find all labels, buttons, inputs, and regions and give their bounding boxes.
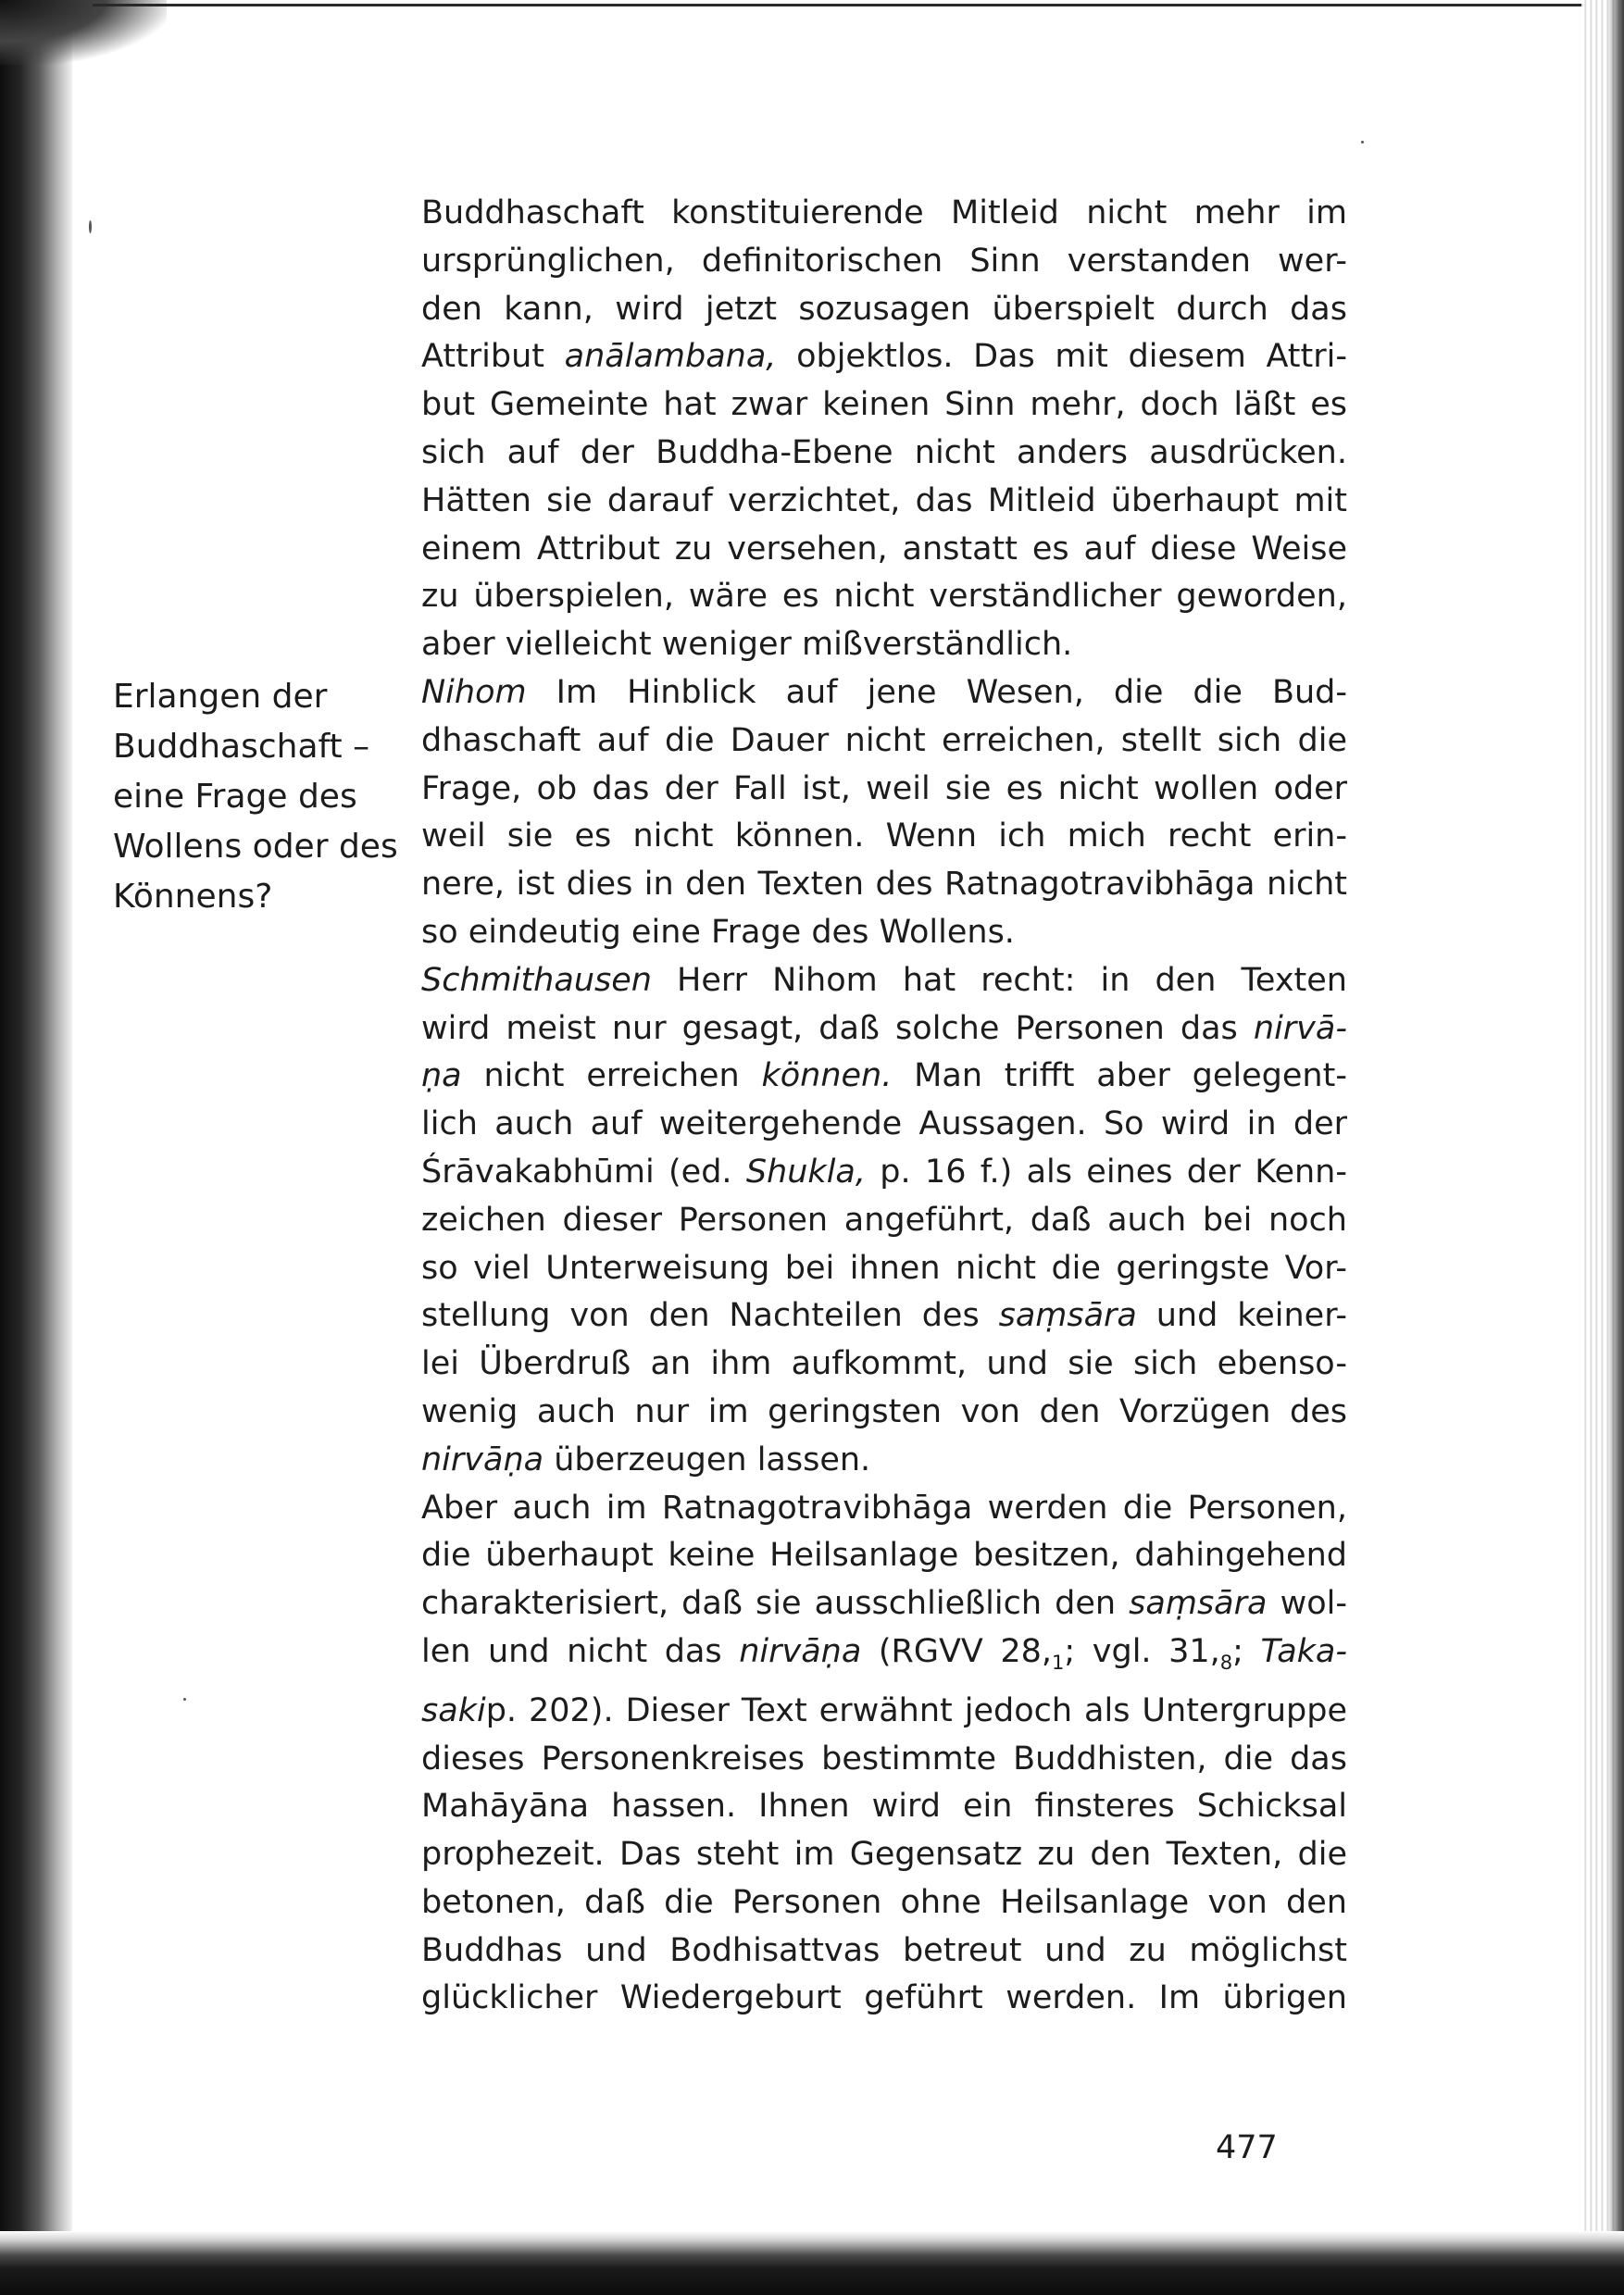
speaker-schmithausen: Schmithausen	[421, 961, 652, 999]
citation-shukla: Shukla,	[745, 1153, 866, 1191]
text-line	[421, 1149, 1347, 1197]
text-line	[421, 1688, 1347, 1736]
text-line: sich auf der Buddha-Ebene nicht anders ausdrücken.	[421, 433, 1347, 471]
text-line: Aber auch im Ratnagotravibhāga werden die Personen,	[421, 1489, 1347, 1527]
text-line: Frage, ob das der Fall ist, weil sie es nicht wollen oder	[421, 769, 1347, 807]
text-line: wenig auch nur im geringsten von den Vorzügen des	[421, 1392, 1347, 1430]
text-line: Mahāyāna hassen. Ihnen wird ein finsteres Schicksal	[421, 1788, 1347, 1826]
text-line	[421, 957, 1347, 1005]
bottom-page-edge	[0, 2231, 1624, 2295]
text-line	[421, 333, 1347, 381]
text-line: prophezeit. Das steht im Gegensatz zu den Texten, die	[421, 1836, 1347, 1874]
text-line: den kann, wird jetzt sozusagen überspielt durch das	[421, 290, 1347, 328]
citation-vgl: ; vgl. 31,	[1064, 1632, 1220, 1670]
page-number: 477	[1216, 2129, 1278, 2166]
text-segment: wird meist nur gesagt, daß solche Personen das	[421, 1009, 1238, 1047]
text-segment: ;	[1232, 1632, 1243, 1670]
text-line: nere, ist dies in den Texten des Ratnagotravibhāga nicht	[421, 866, 1347, 904]
text-line: dhaschaft auf die Dauer nicht erreichen, stellt sich die	[421, 721, 1347, 759]
body-text	[421, 190, 1347, 2023]
text-line: zu überspielen, wäre es nicht verständlicher geworden,	[421, 578, 1347, 616]
margin-note-line: eine Frage des	[113, 778, 357, 816]
text-line	[421, 1053, 1347, 1101]
text-line	[421, 1580, 1347, 1628]
text-line: so viel Unterweisung bei ihnen nicht die geringste Vor-	[421, 1249, 1347, 1287]
text-line: Buddhas und Bodhisattvas betreut und zu möglichst	[421, 1931, 1347, 1969]
citation-rgvv: (RGVV 28,	[878, 1632, 1053, 1670]
text-line: ursprünglichen, definitorischen Sinn verstanden wer-	[421, 242, 1347, 280]
text-segment: Śrāvakabhūmi (ed.	[421, 1153, 732, 1191]
citation-takasaki: Taka-	[1260, 1632, 1347, 1670]
term-samsara: saṃsāra	[1129, 1585, 1268, 1623]
margin-note	[113, 672, 409, 922]
text-segment: stellung von den Nachteilen des	[421, 1297, 980, 1335]
text-line	[421, 1292, 1347, 1341]
text-line	[421, 669, 1347, 717]
text-line: weil sie es nicht können. Wenn ich mich recht erin-	[421, 817, 1347, 855]
text-segment: p. 202). Dieser Text erwähnt jedoch als Untergruppe	[485, 1691, 1347, 1729]
text-line: lich auch auf weitergehende Aussagen. So wird in der	[421, 1105, 1347, 1143]
citation-takasaki-end: saki	[421, 1691, 486, 1729]
text-line: die überhaupt keine Heilsanlage besitzen, dahingehend	[421, 1537, 1347, 1575]
text-line: so eindeutig eine Frage des Wollens.	[421, 913, 1015, 951]
text-segment	[878, 1632, 1243, 1674]
text-line: but Gemeinte hat zwar keinen Sinn mehr, doch läßt es	[421, 386, 1347, 424]
term-analambana: anālambana,	[564, 338, 777, 376]
binding-corner-shadow	[0, 0, 167, 65]
text-segment: Attribut	[421, 338, 545, 376]
term-nirvana-end: ṇa	[421, 1057, 462, 1095]
text-segment: Im Hinblick auf jene Wesen, die die Bud-	[556, 673, 1347, 711]
text-line: Buddhaschaft konstituierende Mitleid nicht mehr im	[421, 194, 1347, 231]
text-segment: Man trifft aber gelegent-	[914, 1057, 1347, 1095]
text-line	[421, 1005, 1347, 1054]
text-segment: len und nicht das	[421, 1632, 722, 1670]
term-samsara: saṃsāra	[998, 1297, 1137, 1335]
text-line: glücklicher Wiedergeburt geführt werden. Im übrigen	[421, 1979, 1347, 2017]
text-line: einem Attribut zu versehen, anstatt es auf diese Weise	[421, 530, 1347, 568]
text-segment: wol-	[1280, 1585, 1347, 1623]
text-line: lei Überdruß an ihm aufkommt, und sie sich ebenso-	[421, 1345, 1347, 1383]
margin-note-line: Könnens?	[113, 878, 273, 916]
text-line	[421, 1437, 1347, 1485]
margin-note-line: Erlangen der	[113, 678, 328, 716]
top-page-edge	[93, 4, 1583, 6]
book-binding-shadow	[0, 0, 72, 2295]
text-segment: charakterisiert, daß sie ausschließlich den	[421, 1585, 1117, 1623]
margin-note-line: Wollens oder des	[113, 828, 398, 866]
text-segment: Herr Nihom hat recht: in den Texten	[677, 961, 1347, 999]
term-nirvana: nirvāṇa	[739, 1632, 862, 1670]
text-line: Hätten sie darauf verzichtet, das Mitleid überhaupt mit	[421, 481, 1347, 519]
right-edge-shadow	[1607, 0, 1624, 2295]
text-line: aber vielleicht weniger mißverständlich.	[421, 626, 1073, 664]
line-subscript: 1	[1052, 1651, 1065, 1674]
text-line	[421, 1628, 1347, 1688]
scan-speck	[183, 1698, 186, 1701]
term-koennen: können.	[761, 1057, 893, 1095]
line-subscript: 8	[1219, 1651, 1233, 1674]
text-segment: objektlos. Das mit diesem Attri-	[796, 338, 1347, 376]
scan-speck	[89, 220, 92, 233]
text-segment: p. 16 f.) als eines der Kenn-	[880, 1153, 1347, 1191]
term-nirvana: nirvāṇa	[421, 1441, 544, 1478]
term-nirvana: nirvā-	[1253, 1009, 1347, 1047]
text-line: zeichen dieser Personen angeführt, daß auch bei noch	[421, 1201, 1347, 1239]
text-segment: überzeugen lassen.	[554, 1441, 871, 1478]
scan-speck	[1361, 141, 1364, 143]
margin-note-line: Buddhaschaft –	[113, 728, 370, 766]
text-segment: und keiner-	[1156, 1297, 1347, 1335]
speaker-nihom: Nihom	[421, 673, 527, 711]
text-line: betonen, daß die Personen ohne Heilsanlage von den	[421, 1883, 1347, 1921]
text-line: dieses Personenkreises bestimmte Buddhisten, die das	[421, 1740, 1347, 1777]
text-segment: nicht erreichen	[483, 1057, 740, 1095]
